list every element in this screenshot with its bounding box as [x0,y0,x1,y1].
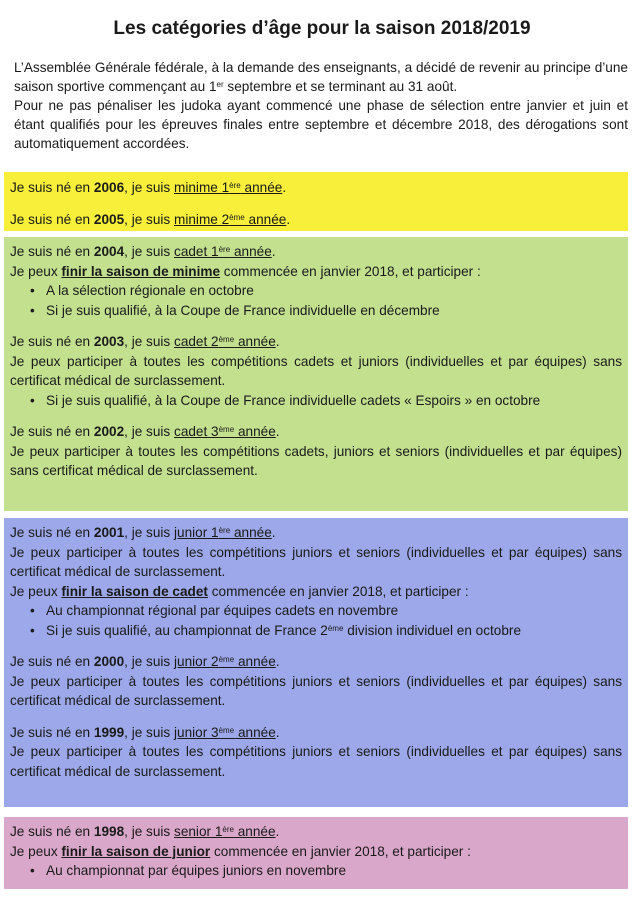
superscript: ème [218,335,235,344]
list-item: • Au championnat par équipes juniors en novembre [36,861,622,881]
text: . [275,424,280,439]
band-senior [4,817,628,889]
category [174,525,272,540]
text: , je suis [124,334,175,349]
text: Si je suis qualifié, au championnat de France 2 [46,622,328,638]
text: commencée en janvier 2018, et participer : [220,263,481,279]
text: Je suis né en [10,244,94,259]
intro-paragraph-2: Pour ne pas pénaliser les judoka ayant commencé une phase de sélection entre janvier et juin et étant qualifiés pour les épreuves finales entre septembre et décembre 2018, des dérogations sont automatiquement accordées. [14,98,628,151]
category-suffix: année [244,211,287,227]
text: Je suis né en [10,724,94,740]
category [174,424,276,439]
text: commencée en janvier 2018, et participer : [210,843,471,859]
year: 2000 [93,654,125,669]
list-item: • Au championnat régional par équipes cadets en novembre [36,601,622,621]
category-suffix: année [230,525,272,540]
line-1998 [10,822,622,842]
line-2001-cadet [10,582,622,602]
band-cadet [4,237,628,511]
line-2001-detail: Je peux participer à toutes les compétitions juniors et seniors (individuelles et par équipes) sans certificat médical de surclassement. [10,544,622,579]
bullet-list-2001 [10,601,622,640]
spacer [10,410,622,422]
category-name: junior 1 [174,525,219,540]
text: Je peux [10,263,62,279]
line-2000-detail: Je peux participer à toutes les compétitions juniors et seniors (individuelles et par équipes) sans certificat médical de surclassement. [10,673,622,708]
text: , je suis [124,654,175,669]
text: . [271,525,276,540]
year: 1998 [93,824,125,839]
category-name: cadet 1 [174,244,219,259]
text: . [286,211,291,227]
line-2002 [10,422,622,442]
text: . [282,180,287,195]
category-suffix: année [234,334,276,349]
superscript: ème [327,623,344,633]
superscript: ère [229,181,241,190]
line-2004-detail [10,262,622,282]
list-item: • Si je suis qualifié, à la Coupe de France individuelle en décembre [36,301,622,321]
category-name: cadet 3 [174,424,219,439]
category [174,334,276,349]
text: , je suis [124,525,175,540]
line-2003-detail: Je peux participer à toutes les compétitions cadets et juniors (individuelles et par équipes) sans certificat médical de surclassement. [10,353,622,388]
category-name: senior 1 [174,824,223,839]
superscript: ème [218,725,235,735]
year: 2004 [93,244,125,259]
text: , je suis [124,824,175,839]
line-2004 [10,242,622,262]
category-name: junior 3 [174,724,219,740]
spacer [10,198,622,210]
category [174,212,286,227]
line-2005 [10,210,622,230]
text: , je suis [124,724,175,740]
category-name: junior 2 [174,654,219,669]
text: . [275,824,280,839]
year: 1999 [93,724,125,740]
superscript: ème [218,425,235,434]
superscript: ère [218,526,231,535]
superscript: er [216,80,224,89]
year: 2006 [93,180,125,195]
text: Je suis né en [10,424,94,439]
text: , je suis [124,244,175,259]
intro-text-part: L’Assemblée Générale fédérale, à la demande des enseignants, a décidé de revenir au principe d’une saison sportive commençant au 1 [14,60,628,94]
category-name: cadet 2 [174,334,219,349]
category [174,824,276,839]
category-name: minime 2 [174,211,230,227]
year: 2003 [93,334,125,349]
spacer [10,711,622,723]
emphasis: finir la saison de junior [61,843,211,859]
line-2006 [10,178,622,198]
category-suffix: année [234,424,276,439]
category [174,244,272,259]
text: division individuel en octobre [343,622,522,638]
page-title: Les catégories d’âge pour la saison 2018/2019 [113,18,531,39]
superscript: ère [222,825,234,834]
text: . [275,654,280,669]
text: . [275,724,280,740]
spacer [10,640,622,652]
line-1999-detail: Je peux participer à toutes les compétitions juniors et seniors (individuelles et par équipes) sans certificat médical de surclassement. [10,744,622,779]
bullet-list-2004 [10,281,622,320]
text: . [271,244,276,259]
category-suffix: année [234,724,276,740]
list-item: • A la sélection régionale en octobre [36,281,622,301]
line-1998-detail [10,842,622,862]
emphasis: finir la saison de cadet [61,583,208,599]
category-suffix: année [230,244,272,259]
text: . [275,334,280,349]
bullet-list-1998 [10,861,622,881]
year: 2005 [93,211,125,227]
line-2002-detail: Je peux participer à toutes les compétitions cadets, juniors et seniors (individuelles et par équipes) sans certificat médical de surclassement. [10,443,622,478]
category-suffix: année [234,654,276,669]
superscript: ème [229,212,245,222]
category [174,654,276,669]
text: , je suis [124,180,175,195]
text: Je peux [10,843,62,859]
category-suffix: année [240,180,283,195]
superscript: ème [218,655,235,664]
line-2000 [10,652,622,672]
year: 2001 [93,525,125,540]
intro-paragraph-1 [14,58,628,96]
text: Je suis né en [10,525,94,540]
text: Je peux [10,583,62,599]
emphasis: finir la saison de minime [61,263,221,279]
year: 2002 [93,424,125,439]
line-2003 [10,332,622,352]
line-1999 [10,723,622,743]
superscript: ère [218,245,231,254]
text: commencée en janvier 2018, et participer : [207,583,469,599]
category [174,180,282,195]
intro-text-part: septembre et se terminant au 31 août. [223,79,458,94]
category-suffix: année [233,824,276,839]
text: Je suis né en [10,211,94,227]
text: , je suis [124,211,175,227]
category-name: minime 1 [174,180,230,195]
band-junior [4,518,628,807]
text: Je suis né en [10,180,94,195]
band-minime [4,172,628,231]
text: Je suis né en [10,654,94,669]
text: Je suis né en [10,824,94,839]
category [174,725,276,740]
spacer [10,320,622,332]
list-item: • Si je suis qualifié, à la Coupe de France individuelle cadets « Espoirs » en octobre [36,391,622,411]
line-2001 [10,523,622,543]
list-item [36,621,622,641]
bullet-list-2003 [10,391,622,411]
text: Je suis né en [10,334,94,349]
intro-text [14,58,628,153]
text: , je suis [124,424,175,439]
